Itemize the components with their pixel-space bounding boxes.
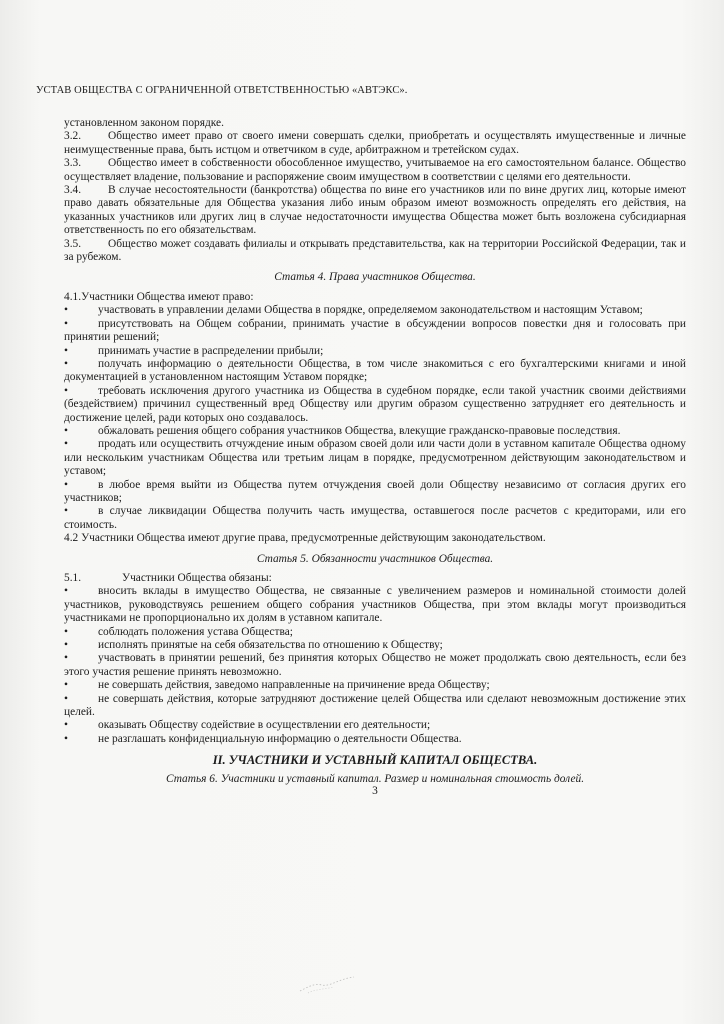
bullet-icon: • [64, 585, 68, 598]
bullet-icon: • [64, 304, 68, 317]
clause-text: В случае несостоятельности (банкротства) общества по вине его участников или по вине других лиц, которые имеют право давать обязательные для Общества указания либо иным образом имеют возможность определять его действия, на указанных участников или других лиц в случае недостаточности имущества Общества может быть возложена субсидиарная ответственность по его обязательствам. [64, 184, 686, 237]
document-header: УСТАВ ОБЩЕСТВА С ОГРАНИЧЕННОЙ ОТВЕТСТВЕННОСТЬЮ «АВТЭКС». [36, 85, 408, 96]
bullet-icon: • [64, 625, 68, 638]
bullet-icon: • [64, 317, 68, 330]
list-item: • не совершать действия, которые затрудняют достижение целей Общества или сделают невозможным достижение этих целей. [64, 692, 686, 719]
bullet-icon: • [64, 652, 68, 665]
bullet-icon: • [64, 384, 68, 397]
clause-number: 3.2. [64, 130, 82, 143]
bullet-icon: • [64, 424, 68, 437]
bullet-icon: • [64, 692, 68, 705]
list-item: • исполнять принятые на себя обязательства по отношению к Обществу; [64, 639, 443, 652]
signature-scribble [298, 973, 358, 995]
list-item: • продать или осуществить отчуждение иным образом своей доли или части доли в уставном капитале Общества одному или нескольким участникам Общества или третьим лицам в порядке, предусмотренном действующим законодательством и уставом; [64, 438, 686, 478]
article-5-title: Статья 5. Обязанности участников Общества. [256, 552, 494, 565]
list-item: • не совершать действия, заведомо направленные на причинение вреда Обществу; [64, 679, 490, 692]
bullet-icon: • [64, 732, 68, 745]
list-item: • в случае ликвидации Общества получить часть имущества, оставшегося после расчетов с кредиторами, или его стоимость. [64, 505, 686, 531]
list-item: • присутствовать на Общем собрании, принимать участие в обсуждении вопросов повестки дня и голосовать при принятии решений; [64, 317, 686, 344]
clause-3-5 [64, 238, 686, 265]
list-item: • обжаловать решения общего собрания участников Общества, влекущие гражданско-правовые последствия. [64, 424, 621, 437]
article-4-tail: 4.2 Участники Общества имеют другие права, предусмотренные действующим законодательством. [64, 532, 546, 545]
clause-text: Общество может создавать филиалы и открывать представительства, как на территории Российской Федерации, так и за рубежом. [64, 237, 686, 264]
bullet-icon: • [64, 719, 68, 732]
bullet-icon: • [64, 505, 68, 518]
article-5-lead: 5.1. Участники Общества обязаны: [64, 572, 272, 584]
clause-number: 5.1. [64, 572, 82, 584]
article-4-title: Статья 4. Права участников Общества. [274, 271, 476, 284]
list-item: • не разглашать конфиденциальную информацию о деятельности Общества. [64, 732, 462, 745]
page-number: 3 [372, 785, 378, 798]
article-6-title: Статья 6. Участники и уставный капитал. Размер и номинальная стоимость долей. [165, 772, 585, 785]
bullet-icon: • [64, 438, 68, 451]
article-4-lead: 4.1.Участники Общества имеют право: [64, 290, 254, 303]
list-item: • требовать исключения другого участника из Общества в судебном порядке, если такой участник своими действиями (бездействием) причинил существенный вред Обществу или другим образом существенно затрудняет его деятельность и достижение целей, ради которых оно создавалось. [64, 384, 686, 424]
clause-text: Общество имеет право от своего имени совершать сделки, приобретать и осуществлять имущественные и личные неимущественные права, быть истцом и ответчиком в суде, арбитражном и третейском судах. [64, 130, 686, 156]
bullet-icon: • [64, 639, 68, 652]
section-2-title: II. УЧАСТНИКИ И УСТАВНЫЙ КАПИТАЛ ОБЩЕСТВА. [212, 753, 538, 768]
list-item: • в любое время выйти из Общества путем отчуждения своей доли Обществу независимо от согласия других его участников; [64, 478, 686, 504]
clause-3-4 [64, 184, 686, 238]
clause-number: 3.3. [64, 157, 82, 170]
intro-line: установленном законом порядке. [64, 117, 224, 129]
list-item: • принимать участие в распределении прибыли; [64, 344, 324, 357]
bullet-icon: • [64, 357, 68, 370]
clause-number: 3.5. [64, 237, 82, 250]
clause-text: Общество имеет в собственности обособленное имущество, учитываемое на его самостоятельном балансе. Общество осуществляет владение, пользование и распоряжение своим имуществом в соответствии с целями его деятельности. [64, 157, 686, 183]
clause-3-3 [64, 157, 686, 184]
list-item: • участвовать в принятии решений, без принятия которых Общество не может продолжать свою деятельность, если без этого участия решение принять невозможно. [64, 652, 686, 678]
list-item: • вносить вклады в имущество Общества, не связанные с увеличением размеров и номинальной стоимости долей участников, руководствуясь решением общего собрания участников Общества, при этом вклады могут производиться участниками не пропорционально их долям в уставном капитале. [64, 585, 686, 625]
list-item: • оказывать Обществу содействие в осуществлении его деятельности; [64, 719, 431, 732]
list-item: • соблюдать положения устава Общества; [64, 625, 293, 638]
bullet-icon: • [64, 478, 68, 491]
list-item: • участвовать в управлении делами Общества в порядке, определяемом законодательством и настоящим Уставом; [64, 304, 643, 317]
bullet-icon: • [64, 679, 68, 692]
document-body [64, 117, 686, 810]
list-item: • получать информацию о деятельности Общества, в том числе знакомиться с его бухгалтерскими книгами и иной документацией в установленном настоящим Уставом порядке; [64, 357, 686, 384]
clause-3-2 [64, 130, 686, 157]
clause-number: 3.4. [64, 184, 82, 197]
bullet-icon: • [64, 344, 68, 357]
